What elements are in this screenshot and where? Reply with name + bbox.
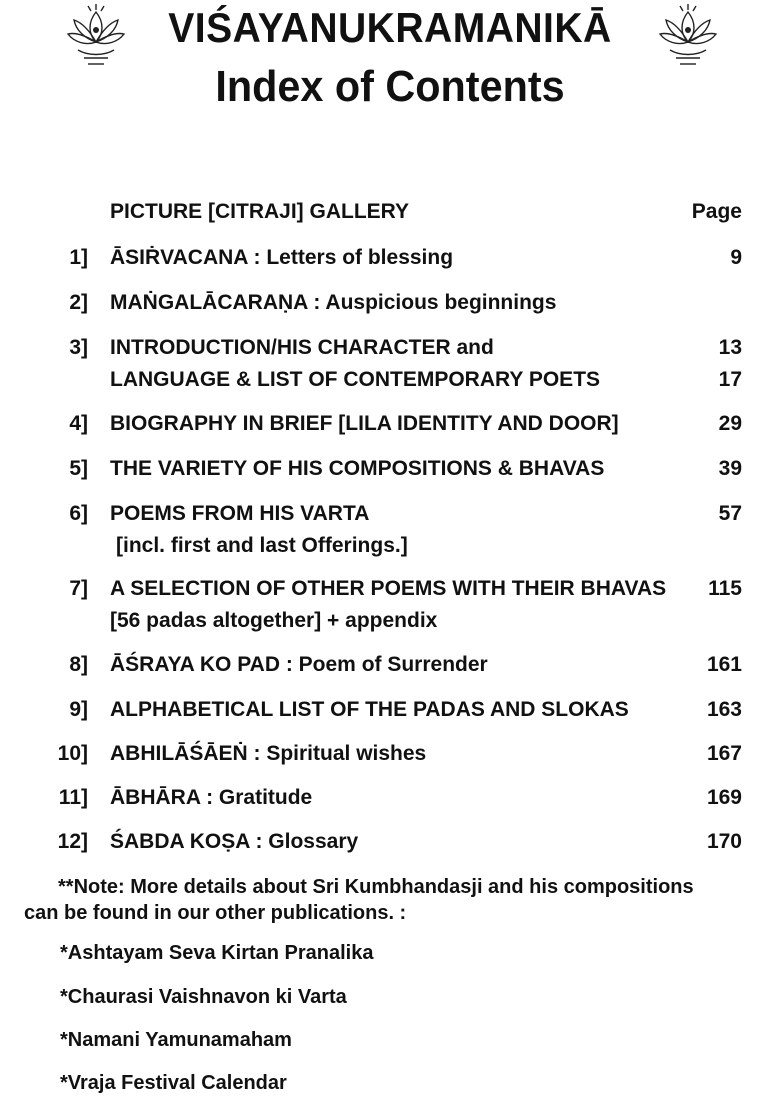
entry-page: 13	[718, 336, 742, 359]
entry-title-line2: [56 padas altogether] + appendix	[110, 609, 438, 632]
entry-title: THE VARIETY OF HIS COMPOSITIONS & BHAVAS	[110, 457, 605, 480]
entry-title: ĀSIṘVACANA : Letters of blessing	[110, 246, 454, 269]
entry-title-line2: LANGUAGE & LIST OF CONTEMPORARY POETS	[110, 368, 601, 391]
entry-number: 7]	[69, 577, 88, 600]
note-line-2: can be found in our other publications. :	[24, 902, 407, 924]
entry-title: BIOGRAPHY IN BRIEF [LILA IDENTITY AND DOOR]	[110, 412, 619, 435]
entry-page: 57	[718, 502, 742, 525]
entry-title-line2: [incl. first and last Offerings.]	[116, 534, 408, 557]
entry-number: 8]	[69, 653, 88, 676]
entry-title: INTRODUCTION/HIS CHARACTER and	[110, 336, 494, 359]
note-paragraph	[24, 874, 764, 926]
entry-number: 1]	[69, 246, 88, 269]
entry-page: 39	[718, 457, 742, 480]
entry-number: 4]	[69, 412, 88, 435]
entry-number: 11]	[58, 786, 88, 809]
entry-page: 161	[706, 653, 742, 676]
publication-item: *Vraja Festival Calendar	[60, 1072, 287, 1094]
page-subtitle: Index of Contents	[215, 62, 565, 111]
page-column-label: Page	[691, 200, 742, 223]
entry-number: 10]	[57, 742, 88, 765]
entry-title: ŚABDA KOṢA : Glossary	[110, 830, 359, 853]
entry-title: A SELECTION OF OTHER POEMS WITH THEIR BHAVAS	[110, 577, 667, 600]
entry-page: 29	[718, 412, 742, 435]
page-title: VIŚAYANUKRAMANIKĀ	[168, 4, 612, 51]
gallery-label: PICTURE [CITRAJI] GALLERY	[110, 200, 410, 223]
entry-title: ABHILĀŚĀEṄ : Spiritual wishes	[110, 742, 427, 765]
entry-number: 12]	[57, 830, 88, 853]
entry-page: 169	[706, 786, 742, 809]
publication-item: *Ashtayam Seva Kirtan Pranalika	[60, 942, 374, 964]
entry-title: ĀBHĀRA : Gratitude	[110, 786, 313, 809]
entry-page: 170	[706, 830, 742, 853]
entry-title: POEMS FROM HIS VARTA	[110, 502, 370, 525]
entry-page: 17	[718, 368, 742, 391]
entry-number: 2]	[69, 291, 88, 314]
publication-item: *Namani Yamunamaham	[60, 1029, 292, 1051]
entry-page: 167	[706, 742, 742, 765]
entry-number: 9]	[69, 698, 88, 721]
note-line-1: **Note: More details about Sri Kumbhandasji and his compositions	[58, 876, 694, 898]
entry-number: 5]	[69, 457, 88, 480]
entry-page: 163	[706, 698, 742, 721]
entry-page: 9	[730, 246, 742, 269]
entry-title: MAṄGALĀCARAṆA : Auspicious beginnings	[110, 291, 557, 314]
entry-number: 3]	[69, 336, 88, 359]
entry-title: ALPHABETICAL LIST OF THE PADAS AND SLOKAS	[110, 698, 629, 721]
entry-title: ĀŚRAYA KO PAD : Poem of Surrender	[110, 653, 488, 676]
entry-page: 115	[708, 577, 742, 600]
entry-number: 6]	[69, 502, 88, 525]
publication-item: *Chaurasi Vaishnavon ki Varta	[60, 986, 347, 1008]
